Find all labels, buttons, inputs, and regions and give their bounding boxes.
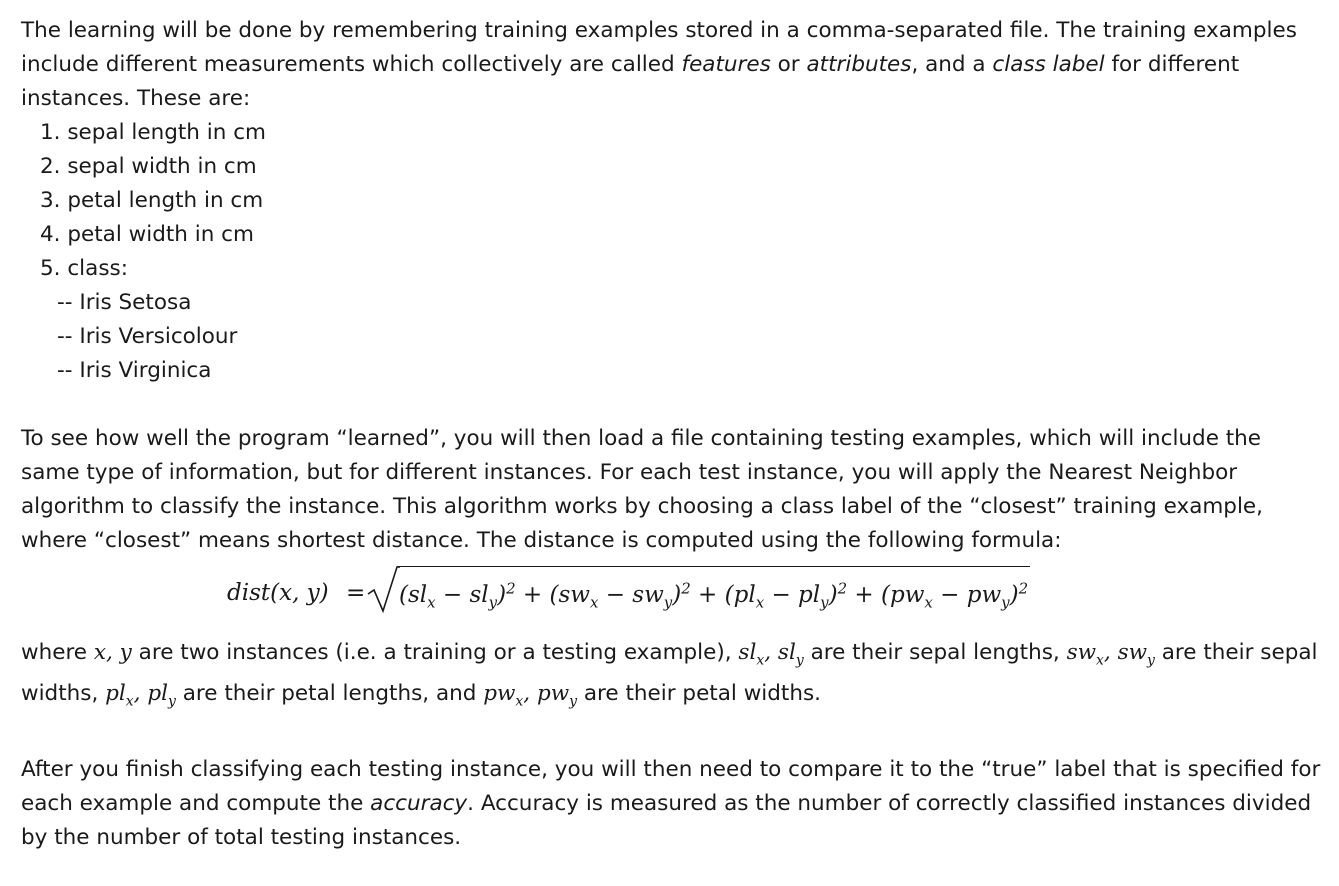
list-item: 4. petal width in cm (40, 222, 254, 247)
math-pw: $pw_x$, $pw_y$ (483, 681, 578, 710)
class-heading: 5. class: (40, 256, 128, 281)
formula-term: $(pw_x - pw_y)^2$ (881, 579, 1029, 612)
intro-text: The learning will be done by remembering training examples stored in a comma-separated file. The training examples include different measurements which collectively are called (21, 18, 1297, 77)
term-attributes: attributes (806, 52, 912, 77)
class-item: -- Iris Setosa (57, 290, 192, 315)
math-xy: x, y (93, 640, 132, 665)
math-pl: $pl_x$, $pl_y$ (105, 681, 176, 710)
spacer (21, 388, 1321, 422)
formula-term: $(sw_x - sw_y)^2$ + (549, 579, 725, 612)
list-item: 3. petal length in cm (40, 188, 264, 213)
formula-equals: = (346, 580, 366, 606)
paragraph-variables: where x, y are two instances (i.e. a training or a testing example), $sl_x$, $sl_y$ are their sepal lengths, $sw_x$, $sw_y$ are their sepal widths, $pl_x$, $pl_y$ are their petal lengths, and $pw_x$, $pw_y$ are their petal widths. (21, 640, 1318, 710)
distance-formula (21, 558, 1321, 636)
term-features: features (681, 52, 771, 77)
formula-lhs: dist(x, y) (227, 580, 329, 606)
formula-radicand (397, 566, 1030, 619)
formula-term: $(pl_x - pl_y)^2$ + (724, 579, 881, 612)
class-list (40, 286, 1321, 388)
sqrt-symbol (366, 562, 400, 614)
sqrt-icon (366, 562, 400, 624)
paragraph-nearest-neighbor: To see how well the program “learned”, you will then load a file containing testing examples, which will include the same type of information, but for different instances. For each test instance, you will apply the Nearest Neighbor algorithm to classify the instance. This algorithm works by choosing a class label of the “closest” training example, where “closest” means shortest distance. The distance is computed using the following formula: (21, 426, 1263, 553)
list-item (40, 252, 1321, 388)
list-item: 2. sepal width in cm (40, 154, 257, 179)
term-accuracy: accuracy (370, 790, 468, 816)
paragraph-accuracy: After you finish classifying each testing instance, you will then need to compare it to the “true” label that is specified for each example and compute the accuracy. Accuracy is measured as the number of correctly classified instances divided by the number of total testing instances. (21, 756, 1321, 850)
math-sw: $sw_x$, $sw_y$ (1066, 640, 1155, 669)
term-class-label: class label (992, 52, 1105, 77)
class-item: -- Iris Versicolour (57, 324, 238, 349)
spacer (21, 719, 1321, 753)
intro-or: or (770, 52, 807, 77)
formula-term: $(sl_x - sl_y)^2$ + (399, 579, 550, 612)
features-list (21, 116, 1321, 388)
intro-paragraph (21, 14, 1321, 116)
intro-and: , and a (911, 52, 993, 77)
class-item: -- Iris Virginica (57, 358, 212, 383)
list-item: 1. sepal length in cm (40, 120, 266, 145)
math-sl: $sl_x$, $sl_y$ (738, 640, 804, 669)
intro-end: for different instances. These are: (21, 52, 1240, 111)
